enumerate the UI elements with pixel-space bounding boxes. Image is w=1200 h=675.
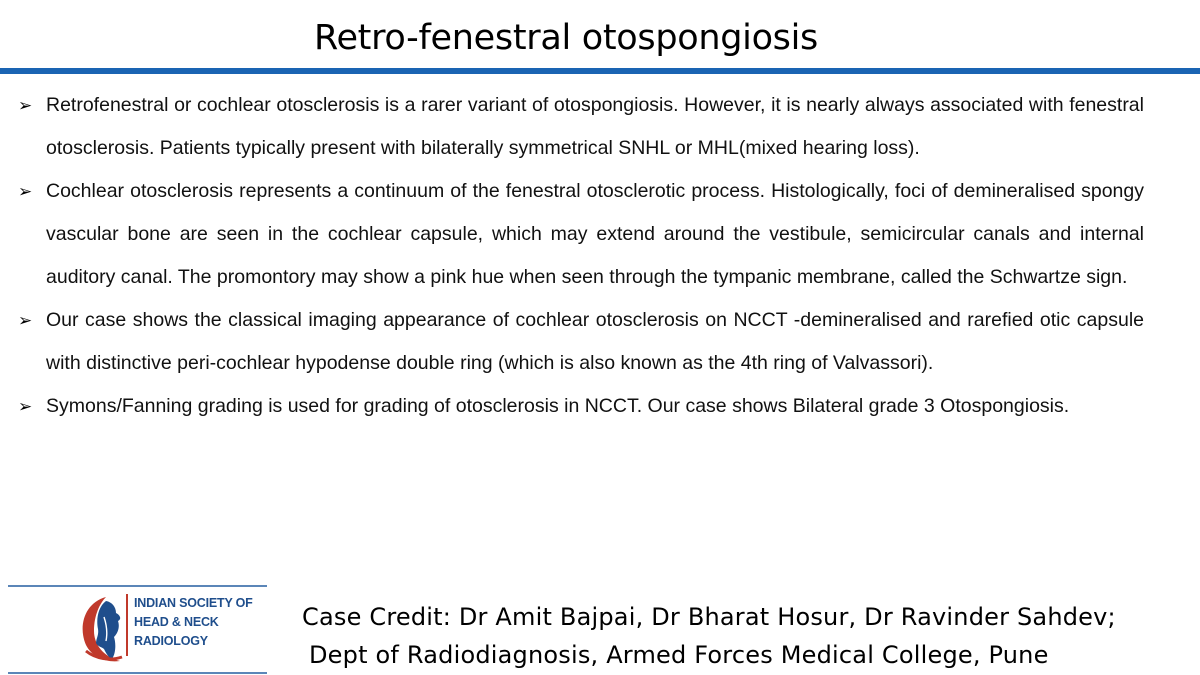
- bullet-list: [18, 84, 1144, 428]
- logo-text-line: INDIAN SOCIETY OF: [134, 596, 253, 610]
- society-logo: [8, 585, 267, 673]
- arrow-bullet-icon: ➢: [18, 182, 33, 201]
- bullet-text: Our case shows the classical imaging appearance of cochlear otosclerosis on NCCT -demineralised and rarefied otic capsule with distinctive peri-cochlear hypodense double ring (which is also known as the 4th ring of Valvassori).: [46, 309, 1144, 374]
- bullet-text: Retrofenestral or cochlear otosclerosis is a rarer variant of otospongiosis. However, it is nearly always associated with fenestral otosclerosis. Patients typically present with bilaterally symmetrical SNHL or MHL(mixed hearing loss).: [46, 94, 1144, 159]
- arrow-bullet-icon: ➢: [18, 397, 33, 416]
- logo-wordmark: [126, 594, 264, 656]
- credit-department: Dept of Radiodiagnosis, Armed Forces Medical College, Pune: [309, 641, 1049, 669]
- arrow-bullet-icon: ➢: [18, 96, 33, 115]
- bullet-item: [18, 385, 1144, 428]
- arrow-bullet-icon: ➢: [18, 311, 33, 330]
- bullet-item: [18, 299, 1144, 385]
- logo-bottom-rule: [8, 672, 267, 674]
- credit-authors: Case Credit: Dr Amit Bajpai, Dr Bharat Hosur, Dr Ravinder Sahdev;: [302, 603, 1116, 631]
- bullet-text: Symons/Fanning grading is used for grading of otosclerosis in NCCT. Our case shows Bilateral grade 3 Otospongiosis.: [46, 395, 1070, 417]
- logo-text-line: HEAD & NECK: [134, 615, 219, 629]
- case-credit: [302, 598, 1182, 674]
- bullet-text: Cochlear otosclerosis represents a continuum of the fenestral otosclerotic process. Histologically, foci of demineralised spongy vascular bone are seen in the cochlear capsule, which may extend around the vestibule, semicircular canals and internal auditory canal. The promontory may show a pink hue when seen through the tympanic membrane, called the Schwartze sign.: [46, 180, 1144, 288]
- logo-text-line: RADIOLOGY: [134, 634, 208, 648]
- bullet-item: [18, 84, 1144, 170]
- head-profile-icon: [76, 593, 128, 665]
- bullet-item: [18, 170, 1144, 299]
- title-divider: [0, 68, 1200, 74]
- slide-title: Retro-fenestral otospongiosis: [314, 18, 818, 58]
- logo-top-rule: [8, 585, 267, 587]
